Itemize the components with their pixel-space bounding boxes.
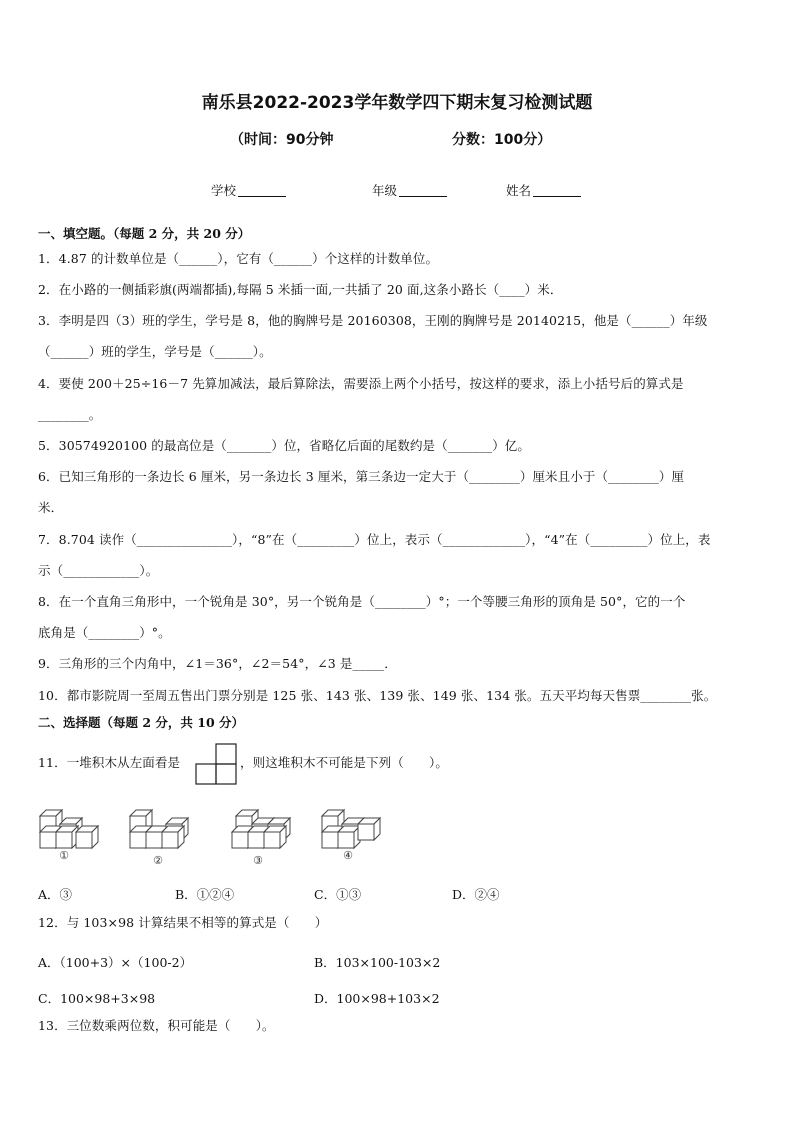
question-13: 13．三位数乘两位数，积可能是（ ）。 [38,1018,275,1033]
exam-score: 分数：100分） [452,132,552,148]
exam-time: （时间：90分钟 [230,132,334,148]
question-12: 12．与 103×98 计算结果不相等的算式是（ ） [38,915,328,930]
question-6-line-2: 米． [38,500,64,515]
name-field: 姓名 [506,181,581,199]
q12-option-b[interactable]: B．103×100-103×2 [314,955,441,970]
question-10: 10．都市影院周一至周五售出门票分别是 125 张、143 张、139 张、149 张、134 张。五天平均每天售票________张。 [38,688,717,703]
section-2-title: 二、选择题（每题 2 分，共 10 分） [38,715,245,730]
question-8-line-1: 8．在一个直角三角形中，一个锐角是 30°，另一个锐角是（________）°；一个等腰三角形的顶角是 50°，它的一个 [38,594,686,609]
question-3-line-1: 3．李明是四（3）班的学生，学号是 8，他的胸牌号是 20160308，王刚的胸牌号是 20140215，他是（______）年级 [38,313,708,328]
question-5: 5．30574920100 的最高位是（_______）位，省略亿后面的尾数约是（_______）亿。 [38,438,531,453]
block-options-figure [36,804,406,868]
question-7-line-2: 示（____________）。 [38,563,159,578]
question-4-line-1: 4．要使 200＋25÷16－7 先算加减法，最后算除法，需要添上两个小括号，按这样的要求，添上小括号后的算式是 [38,376,684,391]
question-1: 1．4.87 的计数单位是（______），它有（______）个这样的计数单位。 [38,251,439,266]
block-option-1 [40,810,98,848]
left-view-figure [194,742,238,788]
block-label-2: ② [153,854,163,867]
question-11-prefix: 11．一堆积木从左面看是 [38,755,181,770]
block-option-4 [322,810,380,848]
section-1-title: 一、填空题。（每题 2 分，共 20 分） [38,226,251,241]
question-3-line-2: （______）班的学生，学号是（______）。 [38,344,272,359]
question-4-line-2: ________。 [38,407,102,422]
block-label-1: ① [59,849,69,862]
q11-option-c[interactable]: C．①③ [314,887,362,902]
question-6-line-1: 6．已知三角形的一条边长 6 厘米，另一条边长 3 厘米，第三条边一定大于（________）厘米且小于（________）厘 [38,469,685,484]
block-label-3: ③ [253,854,263,867]
question-8-line-2: 底角是（________）°。 [38,625,171,640]
question-9: 9．三角形的三个内角中，∠1＝36°，∠2＝54°，∠3 是_____． [38,656,397,671]
question-11-suffix: ，则这堆积木不可能是下列（ ）。 [240,755,448,770]
grade-field: 年级 [372,181,447,199]
name-blank[interactable] [533,184,581,197]
question-2: 2．在小路的一侧插彩旗(两端都插),每隔 5 米插一面,一共插了 20 面,这条小路长（____）米． [38,282,563,297]
q12-option-c[interactable]: C．100×98+3×98 [38,991,156,1006]
grade-blank[interactable] [399,184,447,197]
q11-option-d[interactable]: D．②④ [452,887,500,902]
q12-option-a[interactable]: A．（100+3）×（100-2） [38,955,193,970]
page-title: 南乐县2022-2023学年数学四下期末复习检测试题 [201,93,593,113]
school-field: 学校 [211,181,286,199]
q11-option-b[interactable]: B．①②④ [175,887,235,902]
block-option-2 [130,810,188,848]
block-option-3 [232,810,290,848]
q12-option-d[interactable]: D．100×98+103×2 [314,991,440,1006]
question-7-line-1: 7．8.704 读作（_______________），“8”在（_________）位上，表示（_____________），“4”在（_________）位上，表 [38,532,711,547]
school-blank[interactable] [238,184,286,197]
block-label-4: ④ [343,849,353,862]
q11-option-a[interactable]: A．③ [38,887,73,902]
